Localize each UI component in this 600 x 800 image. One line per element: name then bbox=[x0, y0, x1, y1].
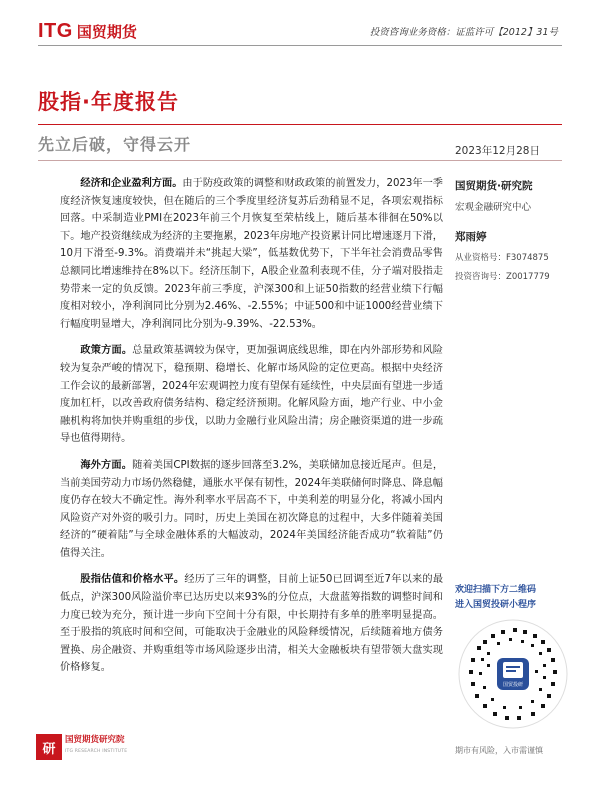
paragraph-lead: 经济和企业盈利方面。 bbox=[80, 178, 183, 189]
paragraph-text: 经历了三年的调整，目前上证50已回调至近7年以来的最低点，沪深300风险溢价率已达历史以来93%的分位点，大盘蓝筹指数的调整时间和力度已较为充分，预计进一步向下空间十分有限，中长期持有多单的胜率明显提高。至于股指的筑底时间和空间，可能取决于金融业的风险释缓情况，后续随着地方债务置换、房企融资、并购重组等市场风险逐步出清，相关大金融板块有望带领大盘实现价格修复。 bbox=[60, 574, 444, 674]
institute-name bbox=[65, 734, 127, 758]
department-name: 宏观金融研究中心 bbox=[455, 202, 532, 213]
qr-caption-line: 欢迎扫描下方二维码 bbox=[455, 585, 537, 595]
paragraph-economy bbox=[60, 175, 443, 333]
author-sidebar bbox=[455, 178, 575, 282]
risk-warning: 期市有风险，入市需谨慎 bbox=[455, 746, 543, 755]
company-logo bbox=[38, 20, 137, 43]
logo-itg-text: ITG bbox=[38, 20, 73, 42]
seal-icon: 研 bbox=[36, 734, 62, 760]
advisory-number: 投资咨询号：Z0017779 bbox=[455, 272, 550, 282]
paragraph-overseas bbox=[60, 457, 443, 563]
report-body bbox=[60, 175, 443, 686]
report-subtitle: 先立后破，守得云开 bbox=[38, 135, 192, 154]
qr-center-label: 国贸投研 bbox=[502, 682, 524, 688]
qr-caption-line: 进入国贸投研小程序 bbox=[455, 600, 537, 610]
qr-caption bbox=[455, 583, 580, 613]
paragraph-lead: 政策方面。 bbox=[80, 345, 133, 357]
paragraph-text: 总量政策基调较为保守，更加强调底线思维，即在内外部形势和风险较为复杂严峻的情况下，稳预期、稳增长、化解市场风险的定位更高。根据中央经济工作会议的最新部署，2024年宏观调控力度有望保有延续性，中央层面有望进一步适度加杠杆，以改善政府债务结构、稳定经济预期。化解风险方面，地产行业、中小金融机构将加快并购重组的步伐，以助力金融行业风险出清；房企融资渠道的进一步疏导也值得期待。 bbox=[60, 345, 443, 445]
paragraph-lead: 股指估值和价格水平。 bbox=[80, 574, 185, 586]
qr-code-icon[interactable] bbox=[457, 618, 569, 730]
research-institute-logo bbox=[36, 734, 156, 764]
report-date: 2023年12月28日 bbox=[455, 145, 540, 157]
paragraph-text: 由于防疫政策的调整和财政政策的前置发力，2023年一季度经济恢复速度较快，但在随后的三个季度里经济复苏后劲稍显不足，各项宏观指标回落。中采制造业PMI在2023年前三个月恢复至荣枯线上，随后基本徘徊在50%以下。地产投资继续成为经济的主要拖累，2023年房地产投资累计同比增速逐月下滑，10月下滑至-9.3%。消费端并未“挑起大梁”，低基数优势下，下半年社会消费品零售总额同比增速维持在8%以下。经济压制下，A股企业盈利表现不佳，分子端对股指走势带来一定的负反馈。2023年前三季度，沪深300和上证50指数的经营业绩下行幅度相对较小，净利润同比分别为2.46%、-2.55%；中证500和中证1000经营业绩下行幅度明显增大，净利润同比分别为-9.39%、-22.53%。 bbox=[60, 178, 443, 330]
title-divider bbox=[38, 124, 562, 125]
institute-name-en: ITG RESEARCH INSTITUTE bbox=[65, 749, 128, 754]
license-text: 投资咨询业务资格：证监许可【2012】31号 bbox=[369, 27, 558, 38]
logo-cn-text: 国贸期货 bbox=[76, 23, 137, 41]
subtitle-divider bbox=[38, 160, 562, 161]
paragraph-policy bbox=[60, 342, 443, 448]
author-name: 郑雨婷 bbox=[455, 231, 487, 243]
header-divider bbox=[38, 45, 562, 46]
paragraph-text: 随着美国CPI数据的逐步回落至3.2%，美联储加息接近尾声。但是，当前美国劳动力市场仍然稳健，通胀水平保有韧性，2024年美联储何时降息、降息幅度仍存在较大不确定性。海外利率水平居高不下，中美利差的明显分化，将减小国内风险资产对外资的吸引力。同时，历史上美国在初次降息的过程中，大多伴随着美国经济的“硬着陆”与全球金融体系的大幅波动，2024年美国经济能否成功“软着陆”仍值得关注。 bbox=[60, 459, 444, 559]
paragraph-valuation bbox=[60, 571, 443, 677]
org-name: 国贸期货·研究院 bbox=[455, 180, 533, 192]
license-number: 从业资格号：F3074875 bbox=[455, 253, 549, 263]
paragraph-lead: 海外方面。 bbox=[80, 459, 133, 471]
institute-name-cn: 国贸期货研究院 bbox=[65, 735, 125, 745]
report-title: 股指·年度报告 bbox=[38, 90, 179, 114]
